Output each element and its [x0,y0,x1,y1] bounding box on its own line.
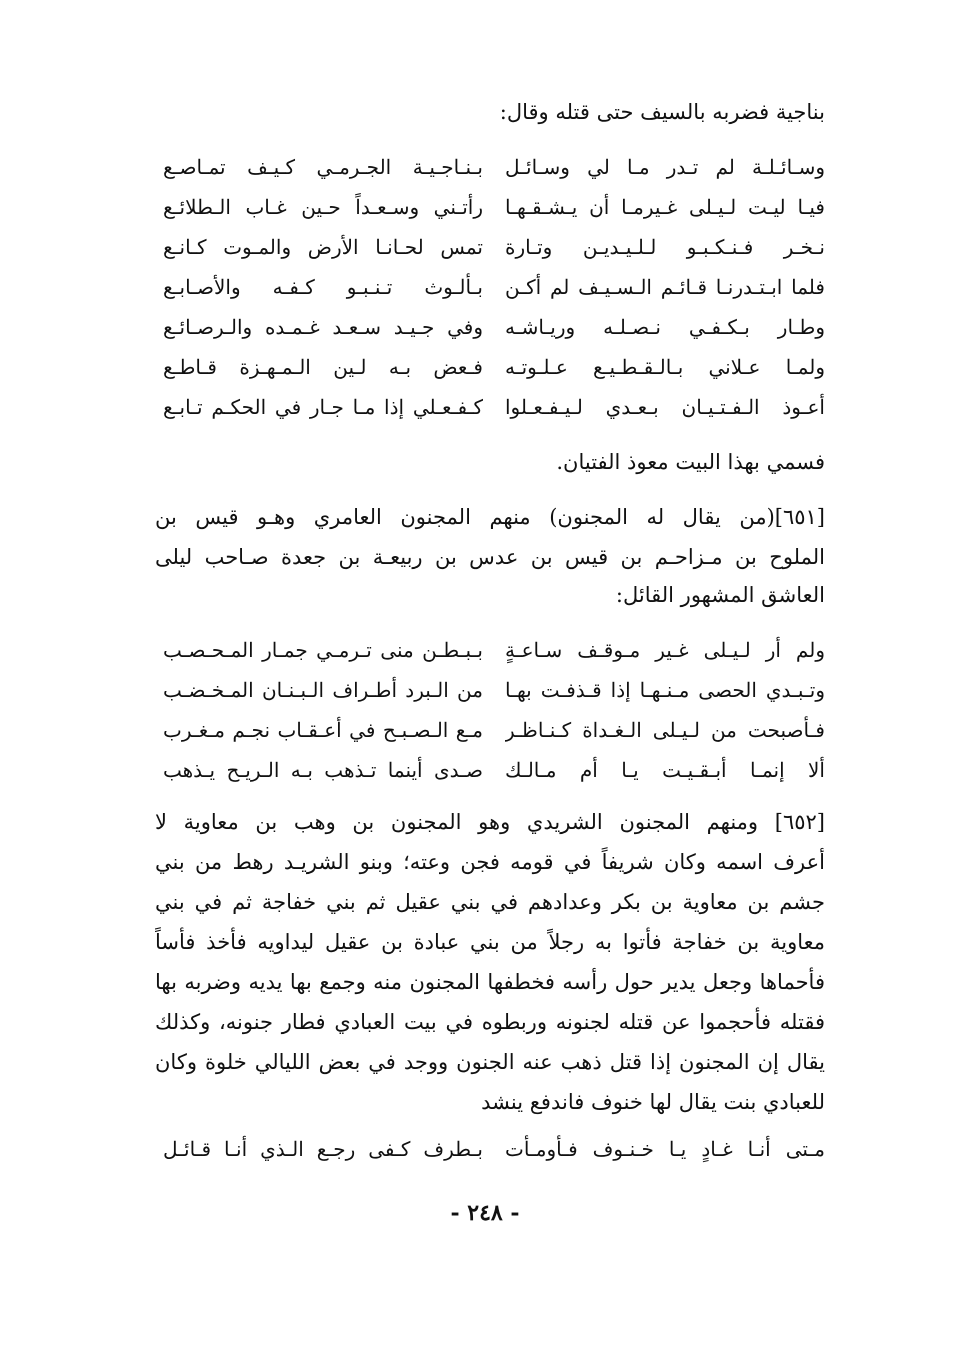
paragraph-line: [٦٥١](من يقال له المجنون) منهم المجنون العامري وهـو قيس بن [155,505,825,529]
paragraph-line: يقال إن المجنون إذا قتل ذهب عنه الجنون ووجد في بعض الليالي خلوة وكان [155,1050,825,1074]
paragraph-line: جشم بن معاوية بن بكر وعدادهم في بني عقيل ثم بني خفاجة ثم في بني [155,890,825,914]
verse [155,230,825,264]
verse-first-hemistich: وطـار بـكـفـي نـصـلـه وريـاشـه [505,315,825,339]
paragraph-line: فقتله فأحجموا عن قتله لجنونه وربطوه في بيت العبادي فطار جنونه، وكذلك [155,1010,825,1034]
paragraph-line: [٦٥٢] ومنهم المجنون الشريدي وهو المجنون بن وهب بن معاوية لا [155,810,825,834]
verse-second-hemistich: بـنـاجـيـة الجـرمـي كـيـف تمـاصـع [163,155,483,179]
verse-second-hemistich: كـفـعـلي إذا مـا جـار في الحكـم تـابـع [163,395,483,419]
verse-first-hemistich: فـأصبحت من لـيـلى الـغـداة كـنـاظـر [505,718,825,742]
verse [155,633,825,667]
verse-first-hemistich: فيـا ليـت لـيـلى غـيرمـا أن يـشـقـهـا [505,195,825,219]
verse-second-hemistich: مـع الـصـبـح في أعـقـاب نجـم مـغـرب [163,718,483,742]
paragraph-line: الملوح بن مـزاحـم بن قيس بن عدس بن ربيعـة بن جعدة صـاحب ليلى [155,545,825,569]
verse-second-hemistich: بـألـوث تـنـبـو كـفـه والأصـابـع [163,275,483,299]
paragraph-line: معاوية بن خفاجة فأتوا به رجلاً من بني عبادة بن عقيل ليداويه فأخذ فأساً [155,930,825,954]
verse-first-hemistich: مـتى أنـا غـادٍ يـا خـنـوف فـأومـأت [505,1137,825,1161]
verse-second-hemistich: بـبـطـن منى تـرمـي جمـار المـحـصـب [163,638,483,662]
paragraph-line: العاشق المشهور القائل: [615,583,825,607]
verse-first-hemistich: نـخـر فـنـكـبـو لـلـيـديـن وتـارة [505,235,825,259]
verse-second-hemistich: من الـبرد أطـراف الـبـنـان المـخـضـب [163,678,483,702]
poem-3-verse [155,1132,825,1166]
verse [155,753,825,787]
verse [155,673,825,707]
paragraph-line: أعرف اسمه وكان شريفاً في قومه فجن وعته؛ وبنو الشريـد رهط من بني [155,850,825,874]
verse-first-hemistich: ولم أر لـيـلى غـير مـوقـف سـاعـةٍ [505,638,825,662]
verse-first-hemistich: ولمـا عـلاني بـالـقـطـيـع عـلـوتـه [505,355,825,379]
verse-second-hemistich: وفي جـيـد سـعـد غـمـده والـرصـائـع [163,315,483,339]
paragraph-line: فأحماها وجعل يدير حول رأسه فخطفها المجنون منه وجمع بها يديه وضربه بها [155,970,825,994]
verse [155,150,825,184]
verse-first-hemistich: وتـبـدي الحصى مـنـهـا إذا قـذفـت بهـا [505,678,825,702]
verse-first-hemistich: فلما ابـتـدرنـا قـائـم الـسـيـف لم أكـن [505,275,825,299]
intro-line: بناجية فضربه بالسيف حتى قتله وقال: [499,100,825,124]
verse [155,310,825,344]
verse [155,270,825,304]
verse [155,713,825,747]
poem-1-note: فسمي بهذا البيت معوذ الفتيان. [556,450,825,474]
verse-second-hemistich: تمس لحـانـا الأرض والمـوت كـانـع [163,235,483,259]
verse [155,190,825,224]
verse-second-hemistich: فـعض بـه لـين الـمـهـزة قـاطـع [163,355,483,379]
paragraph-line: للعبادي بنت يقال لها خنوف فاندفع ينشد [481,1090,825,1114]
verse [155,390,825,424]
verse-second-hemistich: صـدى أينما تـذهب بـه الـريـح يـذهب [163,758,483,782]
verse-first-hemistich: أعـوذ الـفـتـيـان بـعـدي لـيـفـعـلوا [505,395,825,419]
verse-first-hemistich: وسـائـلـة لم تـدر مـا لي وسـائـل [505,155,825,179]
verse-first-hemistich: ألا إنمـا أبـقـيـت يـا أم مـالـك [505,758,825,782]
verse-second-hemistich: رأتـني وسـعـداً حـين غـاب الـطلائـع [163,195,483,219]
verse-second-hemistich: بـطرف كـفى رجـع الـذي أنـا قـائـل [163,1137,483,1161]
page-number: - ٢٤٨ - [450,1200,520,1226]
verse [155,350,825,384]
